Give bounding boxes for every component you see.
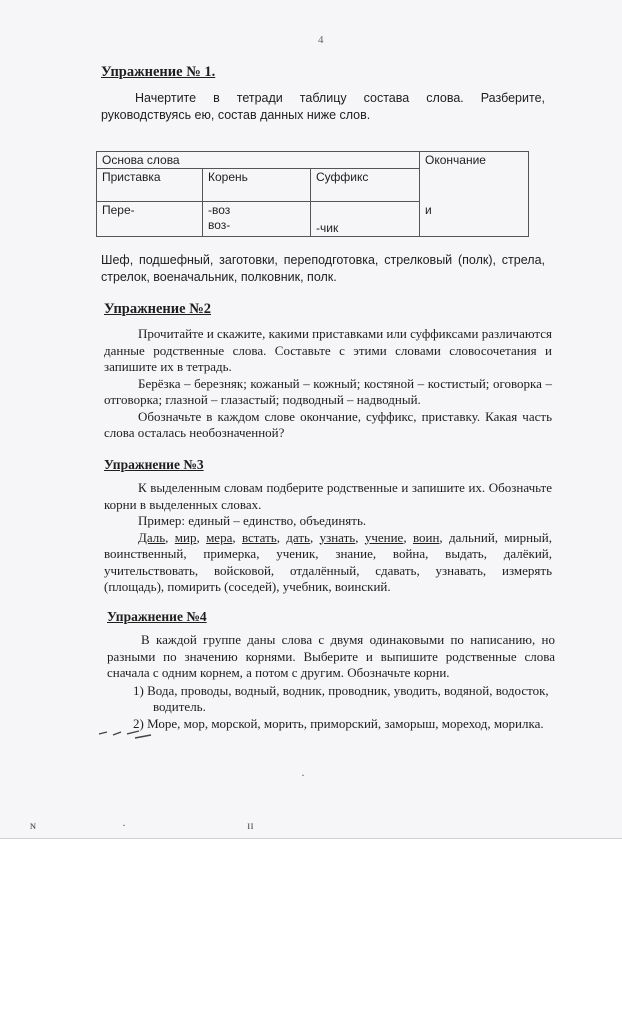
underlined-word: дать (286, 529, 310, 545)
page-number: 4 (318, 34, 324, 46)
underlined-word: воин (412, 529, 440, 545)
list-item (107, 716, 555, 732)
ending-header: Окончание (420, 152, 529, 202)
stem-header: Основа слова (97, 152, 420, 169)
item-text: Вода, проводы, водный, водник, проводник, уводить, водяной, водосток, водитель. (147, 683, 549, 714)
root-value-1: -воз (208, 203, 231, 217)
suffix-value: -чик (311, 202, 420, 237)
word-structure-table (96, 151, 529, 237)
exercise-2-title: Упражнение №2 (104, 301, 212, 317)
exercise-3-words: Даль, мир, мера, встать, дать, узнать, учение, воин, дальний, мирный, воинственный, примерка, ученик, знание, война, выдать, далёкий, учительствовать, войсковой, отдалённый, сдавать, узнавать, измерять (площадь), помирить (соседей), учебник, воинский. (104, 529, 552, 594)
exercise-3-word-list: дальний, мирный, воинственный, примерка, ученик, знание, война, выдать, далёкий, учительствовать, войсковой, отдалённый, сдавать, узнавать, измерять (площадь), помирить (соседей), учебник, воинский. (104, 529, 552, 594)
footer-mark-mid-1: · (122, 818, 126, 832)
list-item (107, 683, 555, 715)
exercise-1-words: Шеф, подшефный, заготовки, переподготовка, стрелковый (полк), стрела, стрелок, военачальник, полковник, полк. (101, 253, 545, 284)
exercise-3-body (104, 480, 552, 596)
underlined-word: встать (241, 529, 277, 545)
exercise-3-para-1: К выделенным словам подберите родственные и запишите их. Обозначьте корни в выделенных словах. (104, 480, 552, 512)
underlined-word: мера (206, 529, 233, 545)
exercise-4-title: Упражнение №4 (107, 609, 207, 624)
footer-mark-mid-2: ɪɪ (247, 818, 254, 832)
exercise-4-body (107, 632, 555, 682)
exercise-2-para-3: Обозначьте в каждом слове окончание, суффикс, приставку. Какая часть слова осталась необозначенной? (104, 408, 552, 440)
underlined-word: учение (364, 529, 404, 545)
exercise-2-body (104, 326, 552, 442)
prefix-value: Пере- (97, 202, 203, 237)
underlined-word: узнать (319, 529, 356, 545)
exercise-1-text: Начертите в тетради таблицу состава слова. Разберите, руководствуясь ею, состав данных ниже слов. (101, 91, 545, 122)
exercise-3-title: Упражнение №3 (104, 457, 204, 472)
item-number: 2) (133, 716, 144, 731)
exercise-4-para-1: В каждой группе даны слова с двумя одинаковыми по написанию, но разными по значению корнями. Выберите и выпишите родственные слова сначала с одним корнем, а потом с другим. Обозначьте корни. (107, 632, 555, 680)
exercise-2-para-1: Прочитайте и скажите, какими приставками или суффиксами различаются данные родственные слова. Составьте с этими словами словосочетания и запишите их в тетрадь. (104, 326, 552, 374)
underlined-word: Даль (138, 529, 166, 545)
exercise-1-title: Упражнение № 1. (101, 64, 216, 80)
prefix-header: Приставка (97, 169, 203, 202)
exercise-4-list (107, 683, 555, 732)
root-value-2: воз- (208, 218, 231, 232)
item-number: 1) (133, 683, 144, 698)
scan-dot: · (301, 768, 305, 782)
root-header: Корень (203, 169, 311, 202)
exercise-3-example: Пример: единый – единство, объединять. (138, 513, 367, 528)
exercise-2-para-2: Берёзка – березняк; кожаный – кожный; костяной – костистый; оговорка – отговорка; глазной – глазастый; подводный – надводный. (104, 375, 552, 407)
ending-value: и (420, 202, 529, 237)
underlined-word: мир (174, 529, 197, 545)
root-value (203, 202, 311, 237)
footer-mark-left: ɴ (30, 818, 36, 832)
suffix-header: Суффикс (311, 169, 420, 202)
item-text: Море, мор, морской, морить, приморский, заморыш, мореход, морилка. (147, 716, 544, 731)
pen-mark-icon (95, 722, 155, 742)
